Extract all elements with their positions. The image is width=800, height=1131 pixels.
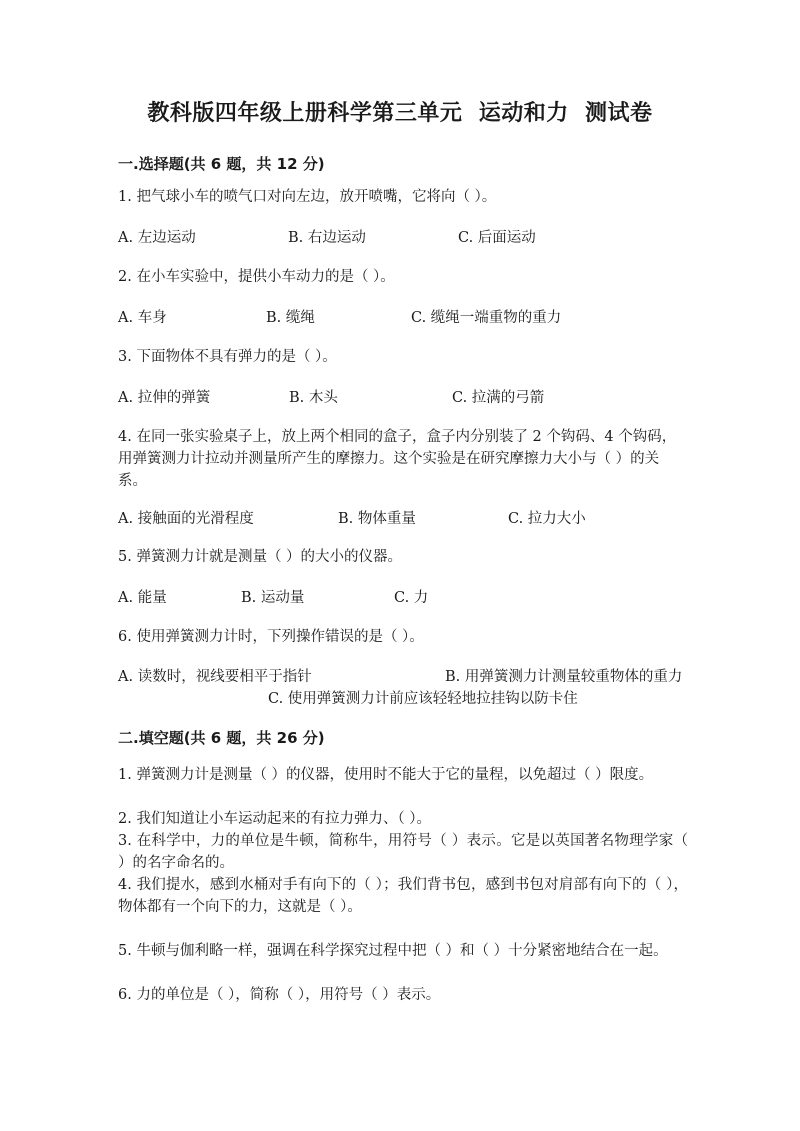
option-a: A. 左边运动 (118, 230, 196, 246)
option-a: A. 车身 (118, 310, 167, 326)
question-3-options (118, 386, 698, 408)
option-a: A. 接触面的光滑程度 (118, 511, 254, 527)
fill-item-4: 4. 我们提水，感到水桶对手有向下的（ ）；我们背书包，感到书包对肩部有向下的（ ），物体都有一个向下的力，这就是（ ）。 (118, 877, 688, 915)
option-c: C. 力 (394, 590, 429, 606)
question-1-options (118, 226, 698, 248)
option-b: B. 物体重量 (338, 511, 416, 527)
section-heading-choice: 一.选择题(共 6 题，共 12 分) (118, 155, 325, 173)
fill-item-3: 3. 在科学中，力的单位是牛顿，简称牛，用符号（ ）表示。它是以英国著名物理学家（ ）的名字命名的。 (118, 833, 688, 871)
option-b: B. 运动量 (241, 590, 305, 606)
section-heading-fill-blank: 二.填空题(共 6 题，共 26 分) (118, 729, 325, 747)
option-c: C. 拉满的弓箭 (452, 390, 545, 406)
option-b: B. 缆绳 (266, 310, 315, 326)
option-c: C. 拉力大小 (508, 511, 586, 527)
question-4-options (118, 507, 698, 529)
question-2: 2. 在小车实验中，提供小车动力的是（ ）。 (118, 269, 395, 285)
option-a: A. 拉伸的弹簧 (118, 390, 211, 406)
option-c: C. 后面运动 (458, 230, 536, 246)
fill-item-2: 2. 我们知道让小车运动起来的有拉力弹力、（ ）。 (118, 811, 432, 827)
fill-item-6: 6. 力的单位是（ ），简称（ ），用符号（ ）表示。 (118, 987, 441, 1003)
fill-item-5: 5. 牛顿与伽利略一样，强调在科学探究过程中把（ ）和（ ）十分紧密地结合在一起。 (118, 943, 668, 959)
question-5: 5. 弹簧测力计就是测量（ ）的大小的仪器。 (118, 549, 403, 565)
option-c: C. 缆绳一端重物的重力 (411, 310, 562, 326)
question-5-options (118, 586, 698, 608)
question-4: 4. 在同一张实验桌子上，放上两个相同的盒子，盒子内分别装了 2 个钩码、4 个钩码，用弹簧测力计拉动并测量所产生的摩擦力。这个实验是在研究摩擦力大小与（ ）的关系。 (118, 429, 677, 489)
exam-title: 教科版四年级上册科学第三单元 运动和力 测试卷 (147, 101, 653, 126)
question-6: 6. 使用弹簧测力计时，下列操作错误的是（ ）。 (118, 629, 424, 645)
fill-item-1: 1. 弹簧测力计是测量（ ）的仪器，使用时不能大于它的量程，以免超过（ ）限度。 (118, 767, 654, 783)
option-c: C. 使用弹簧测力计前应该轻轻地拉挂钩以防卡住 (268, 691, 578, 707)
question-3: 3. 下面物体不具有弹力的是（ ）。 (118, 349, 337, 365)
option-a: A. 能量 (118, 590, 167, 606)
question-2-options (118, 306, 698, 328)
question-6-options (118, 666, 698, 710)
option-b: B. 木头 (289, 390, 338, 406)
option-b: B. 用弹簧测力计测量较重物体的重力 (445, 669, 683, 685)
option-b: B. 右边运动 (288, 230, 366, 246)
question-1: 1. 把气球小车的喷气口对向左边，放开喷嘴，它将向（ ）。 (118, 189, 497, 205)
option-a: A. 读数时，视线要相平于指针 (118, 669, 312, 685)
